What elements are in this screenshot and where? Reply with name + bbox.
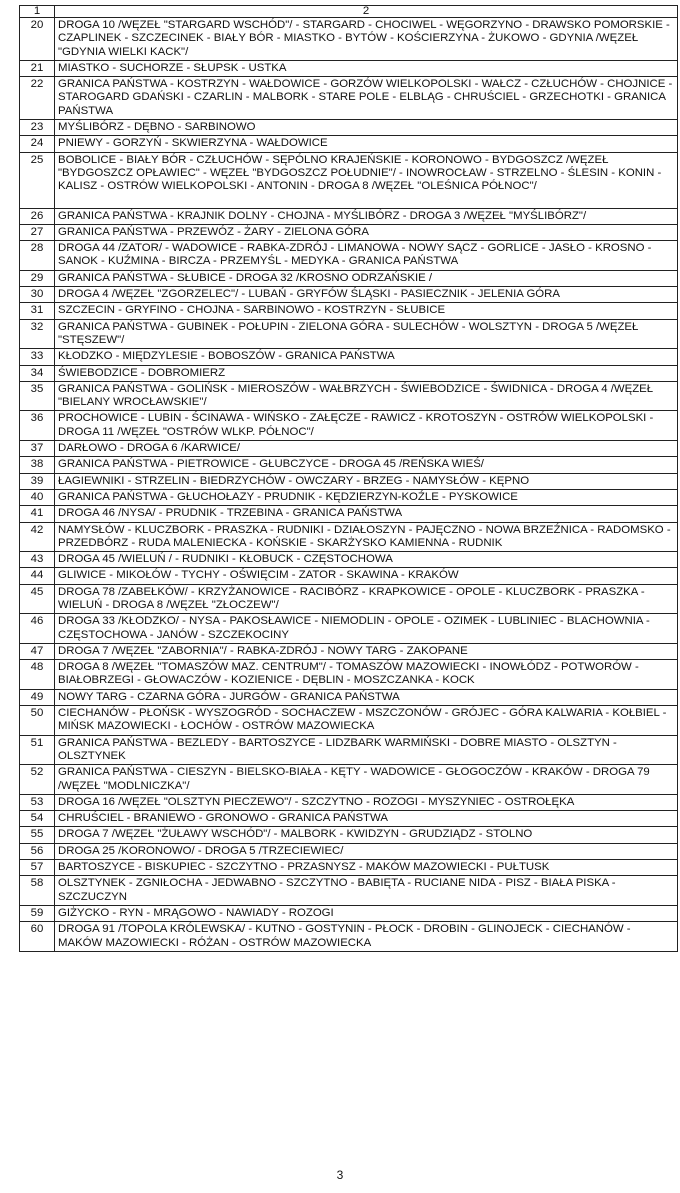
- table-row: [20, 506, 678, 522]
- road-number-cell: 58: [20, 876, 55, 906]
- road-number-cell: 45: [20, 584, 55, 614]
- route-description-cell: DROGA 25 /KORONOWO/ - DROGA 5 /TRZECIEWIEC/: [55, 843, 678, 859]
- table-row: [20, 381, 678, 411]
- route-description-cell: GRANICA PAŃSTWA - BEZLEDY - BARTOSZYCE - LIDZBARK WARMIŃSKI - DOBRE MIASTO - OLSZTYN - OLSZTYNEK: [55, 735, 678, 765]
- table-row: [20, 241, 678, 271]
- route-description-cell: BARTOSZYCE - BISKUPIEC - SZCZYTNO - PRZASNYSZ - MAKÓW MAZOWIECKI - PUŁTUSK: [55, 860, 678, 876]
- route-description-cell: GRANICA PAŃSTWA - GŁUCHOŁAZY - PRUDNIK - KĘDZIERZYN-KOŹLE - PYSKOWICE: [55, 489, 678, 505]
- route-description-cell: DARŁOWO - DROGA 6 /KARWICE/: [55, 441, 678, 457]
- table-row: [20, 77, 678, 120]
- column-header-number: 1: [20, 6, 55, 18]
- route-description-cell: GRANICA PAŃSTWA - GUBINEK - POŁUPIN - ZIELONA GÓRA - SULECHÓW - WOLSZTYN - DROGA 5 /WĘZEŁ "STĘSZEW"/: [55, 319, 678, 349]
- road-number-cell: 27: [20, 224, 55, 240]
- road-number-cell: 48: [20, 660, 55, 690]
- route-description-cell: DROGA 10 /WĘZEŁ "STARGARD WSCHÓD"/ - STARGARD - CHOCIWEL - WĘGORZYNO - DRAWSKO POMORSKIE - CZAPLINEK - SZCZECINEK - BIAŁY BÓR - MIASTKO - BYTÓW - KOŚCIERZYNA - ŻUKOWO - GDYNIA /WĘZEŁ "GDYNIA WIELKI KACK"/: [55, 18, 678, 61]
- route-description-cell: GRANICA PAŃSTWA - PIETROWICE - GŁUBCZYCE - DROGA 45 /REŃSKA WIEŚ/: [55, 457, 678, 473]
- route-description-cell: CHRUŚCIEL - BRANIEWO - GRONOWO - GRANICA PAŃSTWA: [55, 811, 678, 827]
- route-description-cell: GLIWICE - MIKOŁÓW - TYCHY - OŚWIĘCIM - ZATOR - SKAWINA - KRAKÓW: [55, 568, 678, 584]
- road-number-cell: 29: [20, 270, 55, 286]
- route-description-cell: GRANICA PAŃSTWA - CIESZYN - BIELSKO-BIAŁA - KĘTY - WADOWICE - GŁOGOCZÓW - KRAKÓW - DROGA 79 /WĘZEŁ "MODLNICZKA"/: [55, 765, 678, 795]
- table-row: [20, 552, 678, 568]
- table-row: [20, 643, 678, 659]
- route-description-cell: DROGA 44 /ZATOR/ - WADOWICE - RABKA-ZDRÓJ - LIMANOWA - NOWY SĄCZ - GORLICE - JASŁO - KROSNO - SANOK - KUŹMINA - BIRCZA - PRZEMYŚL - MEDYKA - GRANICA PAŃSTWA: [55, 241, 678, 271]
- table-row: [20, 843, 678, 859]
- route-description-cell: DROGA 7 /WĘZEŁ "ŻUŁAWY WSCHÓD"/ - MALBORK - KWIDZYN - GRUDZIĄDZ - STOLNO: [55, 827, 678, 843]
- route-description-cell: NOWY TARG - CZARNA GÓRA - JURGÓW - GRANICA PAŃSTWA: [55, 689, 678, 705]
- road-number-cell: 21: [20, 60, 55, 76]
- road-number-cell: 37: [20, 441, 55, 457]
- road-number-cell: 26: [20, 208, 55, 224]
- route-description-cell: ŚWIEBODZICE - DOBROMIERZ: [55, 365, 678, 381]
- route-description-cell: GRANICA PAŃSTWA - SŁUBICE - DROGA 32 /KROSNO ODRZAŃSKIE /: [55, 270, 678, 286]
- road-number-cell: 54: [20, 811, 55, 827]
- route-description-cell: GRANICA PAŃSTWA - KRAJNIK DOLNY - CHOJNA - MYŚLIBÓRZ - DROGA 3 /WĘZEŁ "MYŚLIBÓRZ"/: [55, 208, 678, 224]
- road-number-cell: 33: [20, 349, 55, 365]
- route-description-cell: OLSZTYNEK - ZGNIŁOCHA - JEDWABNO - SZCZYTNO - BABIĘTA - RUCIANE NIDA - PISZ - BIAŁA PISKA - SZCZUCZYN: [55, 876, 678, 906]
- table-row: [20, 827, 678, 843]
- road-number-cell: 55: [20, 827, 55, 843]
- table-row: [20, 922, 678, 952]
- route-description-cell: MYŚLIBÓRZ - DĘBNO - SARBINOWO: [55, 120, 678, 136]
- table-row: [20, 136, 678, 152]
- road-number-cell: 56: [20, 843, 55, 859]
- table-row: [20, 765, 678, 795]
- road-number-cell: 44: [20, 568, 55, 584]
- table-row: [20, 860, 678, 876]
- road-number-cell: 46: [20, 614, 55, 644]
- road-number-cell: 34: [20, 365, 55, 381]
- road-number-cell: 52: [20, 765, 55, 795]
- route-description-cell: DROGA 7 /WĘZEŁ "ZABORNIA"/ - RABKA-ZDRÓJ - NOWY TARG - ZAKOPANE: [55, 643, 678, 659]
- table-row: [20, 457, 678, 473]
- table-header-row: [20, 6, 678, 18]
- table-row: [20, 152, 678, 208]
- table-row: [20, 411, 678, 441]
- road-number-cell: 31: [20, 303, 55, 319]
- road-number-cell: 60: [20, 922, 55, 952]
- road-number-cell: 25: [20, 152, 55, 208]
- route-description-cell: MIASTKO - SUCHORZE - SŁUPSK - USTKA: [55, 60, 678, 76]
- roads-table: [19, 5, 678, 952]
- table-row: [20, 303, 678, 319]
- table-row: [20, 208, 678, 224]
- table-row: [20, 584, 678, 614]
- route-description-cell: ŁAGIEWNIKI - STRZELIN - BIEDRZYCHÓW - OWCZARY - BRZEG - NAMYSŁÓW - KĘPNO: [55, 473, 678, 489]
- table-row: [20, 489, 678, 505]
- table-row: [20, 120, 678, 136]
- route-description-cell: PNIEWY - GORZYŃ - SKWIERZYNA - WAŁDOWICE: [55, 136, 678, 152]
- table-row: [20, 706, 678, 736]
- road-number-cell: 43: [20, 552, 55, 568]
- road-number-cell: 22: [20, 77, 55, 120]
- table-row: [20, 689, 678, 705]
- table-row: [20, 614, 678, 644]
- route-description-cell: DROGA 46 /NYSA/ - PRUDNIK - TRZEBINA - GRANICA PAŃSTWA: [55, 506, 678, 522]
- route-description-cell: DROGA 45 /WIELUŃ / - RUDNIKI - KŁOBUCK - CZĘSTOCHOWA: [55, 552, 678, 568]
- road-number-cell: 53: [20, 794, 55, 810]
- road-number-cell: 32: [20, 319, 55, 349]
- table-row: [20, 473, 678, 489]
- route-description-cell: SZCZECIN - GRYFINO - CHOJNA - SARBINOWO - KOSTRZYN - SŁUBICE: [55, 303, 678, 319]
- table-row: [20, 660, 678, 690]
- column-header-route: 2: [55, 6, 678, 18]
- road-number-cell: 28: [20, 241, 55, 271]
- route-description-cell: GRANICA PAŃSTWA - KOSTRZYN - WAŁDOWICE - GORZÓW WIELKOPOLSKI - WAŁCZ - CZŁUCHÓW - CHOJNICE - STAROGARD GDAŃSKI - CZARLIN - MALBORK - STARE POLE - ELBLĄG - CHRUŚCIEL - GRZECHOTKI - GRANICA PAŃSTWA: [55, 77, 678, 120]
- route-description-cell: DROGA 4 /WĘZEŁ "ZGORZELEC"/ - LUBAŃ - GRYFÓW ŚLĄSKI - PASIECZNIK - JELENIA GÓRA: [55, 287, 678, 303]
- route-description-cell: PROCHOWICE - LUBIN - ŚCINAWA - WIŃSKO - ZAŁĘCZE - RAWICZ - KROTOSZYN - OSTRÓW WIELKOPOLSKI - DROGA 11 /WĘZEŁ "OSTRÓW WLKP. PÓŁNOC"/: [55, 411, 678, 441]
- road-number-cell: 38: [20, 457, 55, 473]
- road-number-cell: 50: [20, 706, 55, 736]
- table-row: [20, 270, 678, 286]
- route-description-cell: BOBOLICE - BIAŁY BÓR - CZŁUCHÓW - SĘPÓLNO KRAJEŃSKIE - KORONOWO - BYDGOSZCZ /WĘZEŁ "BYDGOSZCZ OPŁAWIEC" - WĘZEŁ "BYDGOSZCZ POŁUDNIE"/ - INOWROCŁAW - STRZELNO - ŚLESIN - KONIN - KALISZ - OSTRÓW WIELKOPOLSKI - ANTONIN - DROGA 8 /WĘZEŁ "OLEŚNICA PÓŁNOC"/: [55, 152, 678, 208]
- table-row: [20, 287, 678, 303]
- road-number-cell: 35: [20, 381, 55, 411]
- table-row: [20, 349, 678, 365]
- road-number-cell: 23: [20, 120, 55, 136]
- route-description-cell: DROGA 33 /KŁODZKO/ - NYSA - PAKOSŁAWICE - NIEMODLIN - OPOLE - OZIMEK - LUBLINIEC - BLACHOWNIA - CZĘSTOCHOWA - JANÓW - SZCZEKOCINY: [55, 614, 678, 644]
- road-number-cell: 42: [20, 522, 55, 552]
- table-row: [20, 224, 678, 240]
- table-row: [20, 60, 678, 76]
- route-description-cell: DROGA 91 /TOPOLA KRÓLEWSKA/ - KUTNO - GOSTYNIN - PŁOCK - DROBIN - GLINOJECK - CIECHANÓW - MAKÓW MAZOWIECKI - RÓŻAN - OSTRÓW MAZOWIECKA: [55, 922, 678, 952]
- route-description-cell: DROGA 16 /WĘZEŁ "OLSZTYN PIECZEWO"/ - SZCZYTNO - ROZOGI - MYSZYNIEC - OSTROŁĘKA: [55, 794, 678, 810]
- table-row: [20, 568, 678, 584]
- table-row: [20, 811, 678, 827]
- road-number-cell: 20: [20, 18, 55, 61]
- road-number-cell: 36: [20, 411, 55, 441]
- table-row: [20, 365, 678, 381]
- road-number-cell: 51: [20, 735, 55, 765]
- roads-table-body: [20, 6, 678, 952]
- page-number: 3: [336, 1168, 344, 1182]
- road-number-cell: 49: [20, 689, 55, 705]
- route-description-cell: DROGA 8 /WĘZEŁ "TOMASZÓW MAZ. CENTRUM"/ - TOMASZÓW MAZOWIECKI - INOWŁÓDZ - POTWORÓW - BIAŁOBRZEGI - GŁOWACZÓW - KOZIENICE - DĘBLIN - MOSZCZANKA - KOCK: [55, 660, 678, 690]
- route-description-cell: GIŻYCKO - RYN - MRĄGOWO - NAWIADY - ROZOGI: [55, 905, 678, 921]
- route-description-cell: GRANICA PAŃSTWA - PRZEWÓZ - ŻARY - ZIELONA GÓRA: [55, 224, 678, 240]
- road-number-cell: 41: [20, 506, 55, 522]
- route-description-cell: GRANICA PAŃSTWA - GOLIŃSK - MIEROSZÓW - WAŁBRZYCH - ŚWIEBODZICE - ŚWIDNICA - DROGA 4 /WĘZEŁ "BIELANY WROCŁAWSKIE"/: [55, 381, 678, 411]
- table-row: [20, 522, 678, 552]
- road-number-cell: 40: [20, 489, 55, 505]
- road-number-cell: 30: [20, 287, 55, 303]
- route-description-cell: KŁODZKO - MIĘDZYLESIE - BOBOSZÓW - GRANICA PAŃSTWA: [55, 349, 678, 365]
- table-row: [20, 18, 678, 61]
- route-description-cell: DROGA 78 /ZABEŁKÓW/ - KRZYŻANOWICE - RACIBÓRZ - KRAPKOWICE - OPOLE - KLUCZBORK - PRASZKA - WIELUŃ - DROGA 8 /WĘZEŁ "ZŁOCZEW"/: [55, 584, 678, 614]
- table-row: [20, 905, 678, 921]
- road-number-cell: 24: [20, 136, 55, 152]
- road-number-cell: 47: [20, 643, 55, 659]
- route-description-cell: CIECHANÓW - PŁOŃSK - WYSZOGRÓD - SOCHACZEW - MSZCZONÓW - GRÓJEC - GÓRA KALWARIA - KOŁBIEL - MIŃSK MAZOWIECKI - ŁOCHÓW - OSTRÓW MAZOWIECKA: [55, 706, 678, 736]
- road-number-cell: 59: [20, 905, 55, 921]
- table-row: [20, 319, 678, 349]
- road-number-cell: 57: [20, 860, 55, 876]
- route-description-cell: NAMYSŁÓW - KLUCZBORK - PRASZKA - RUDNIKI - DZIAŁOSZYN - PAJĘCZNO - NOWA BRZEŹNICA - RADOMSKO - PRZEDBÓRZ - RUDA MALENIECKA - KOŃSKIE - SKARŻYSKO KAMIENNA - RUDNIK: [55, 522, 678, 552]
- table-row: [20, 794, 678, 810]
- road-number-cell: 39: [20, 473, 55, 489]
- table-row: [20, 441, 678, 457]
- table-row: [20, 876, 678, 906]
- table-row: [20, 735, 678, 765]
